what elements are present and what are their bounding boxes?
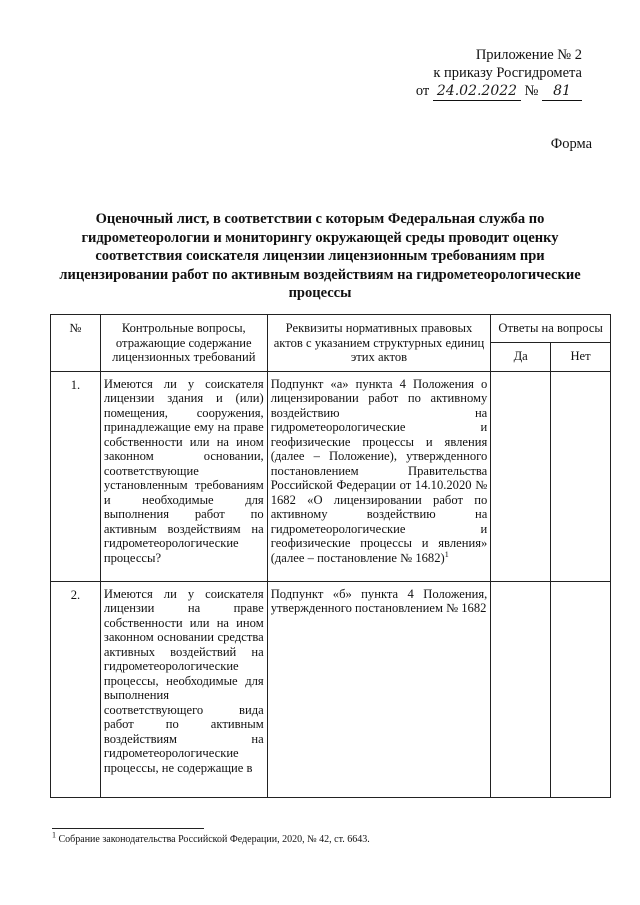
row-requisites: Подпункт «б» пункта 4 Положения, утвержденного постановлением № 1682	[267, 581, 491, 797]
handwritten-date: 24.02.2022	[433, 82, 521, 101]
footnote-text: Собрание законодательства Российской Федерации, 2020, № 42, ст. 6643.	[56, 834, 370, 845]
answer-yes-cell	[491, 581, 551, 797]
appendix-title: Приложение № 2	[475, 47, 582, 63]
table-row	[51, 581, 611, 797]
header-no: Нет	[551, 343, 611, 371]
assessment-table	[50, 314, 611, 798]
appendix-order-ref: к приказу Росгидромета	[433, 65, 582, 81]
form-label: Форма	[550, 136, 592, 152]
footnote-reference: 1	[444, 549, 449, 559]
footnote-mark: 1	[52, 830, 56, 840]
row-requisites	[267, 371, 491, 581]
row-question: Имеются ли у соискателя лицензии здания и (или) помещения, сооружения, принадлежащие ему на праве собственности или на ином законном основании, соответствующие установленным требованиям и необходимые для выполнения работ по активным воздействиям на гидрометеорологические процессы?	[100, 371, 267, 581]
from-label: от	[415, 83, 430, 99]
table-row	[51, 371, 611, 581]
header-question: Контрольные вопросы, отражающие содержание лицензионных требований	[100, 315, 267, 372]
row-number: 1.	[51, 371, 101, 581]
answer-no-cell	[551, 371, 611, 581]
handwritten-order-number: 81	[542, 82, 582, 101]
header-requisites: Реквизиты нормативных правовых актов с указанием структурных единиц этих актов	[267, 315, 491, 372]
table-header-row	[51, 315, 611, 343]
header-number: №	[51, 315, 101, 372]
appendix-block	[416, 46, 582, 101]
row-requisites-text: Подпункт «а» пункта 4 Положения о лицензировании работ по активному воздействию на гидрометеорологические и геофизические процессы и явления (далее – Положение), утвержденного постановлением Правительства Российской Федерации от 14.10.2020 № 1682 «О лицензировании работ по активному воздействию на гидрометеорологические и геофизические процессы и явления» (далее – постановление № 1682)	[270, 376, 488, 565]
order-date-number-line	[416, 82, 582, 101]
answer-yes-cell	[491, 371, 551, 581]
answer-no-cell	[551, 581, 611, 797]
row-number: 2.	[51, 581, 101, 797]
header-answers: Ответы на вопросы	[491, 315, 611, 343]
footnote	[52, 830, 370, 845]
header-yes: Да	[491, 343, 551, 371]
footnote-separator	[52, 828, 204, 829]
row-question: Имеются ли у соискателя лицензии на праве собственности или на ином законном основании средства активных воздействий на гидрометеорологические процессы, необходимые для выполнения соответствующего вида работ по активным воздействиям на гидрометеорологические процессы, не содержащие в	[100, 581, 267, 797]
number-label: №	[524, 83, 539, 99]
document-title: Оценочный лист, в соответствии с которым Федеральная служба по гидрометеорологии и мониторингу окружающей среды проводит оценку соответствия соискателя лицензии лицензионным требованиям при лицензировании работ по активным воздействиям на гидрометеорологические процессы	[59, 211, 581, 301]
